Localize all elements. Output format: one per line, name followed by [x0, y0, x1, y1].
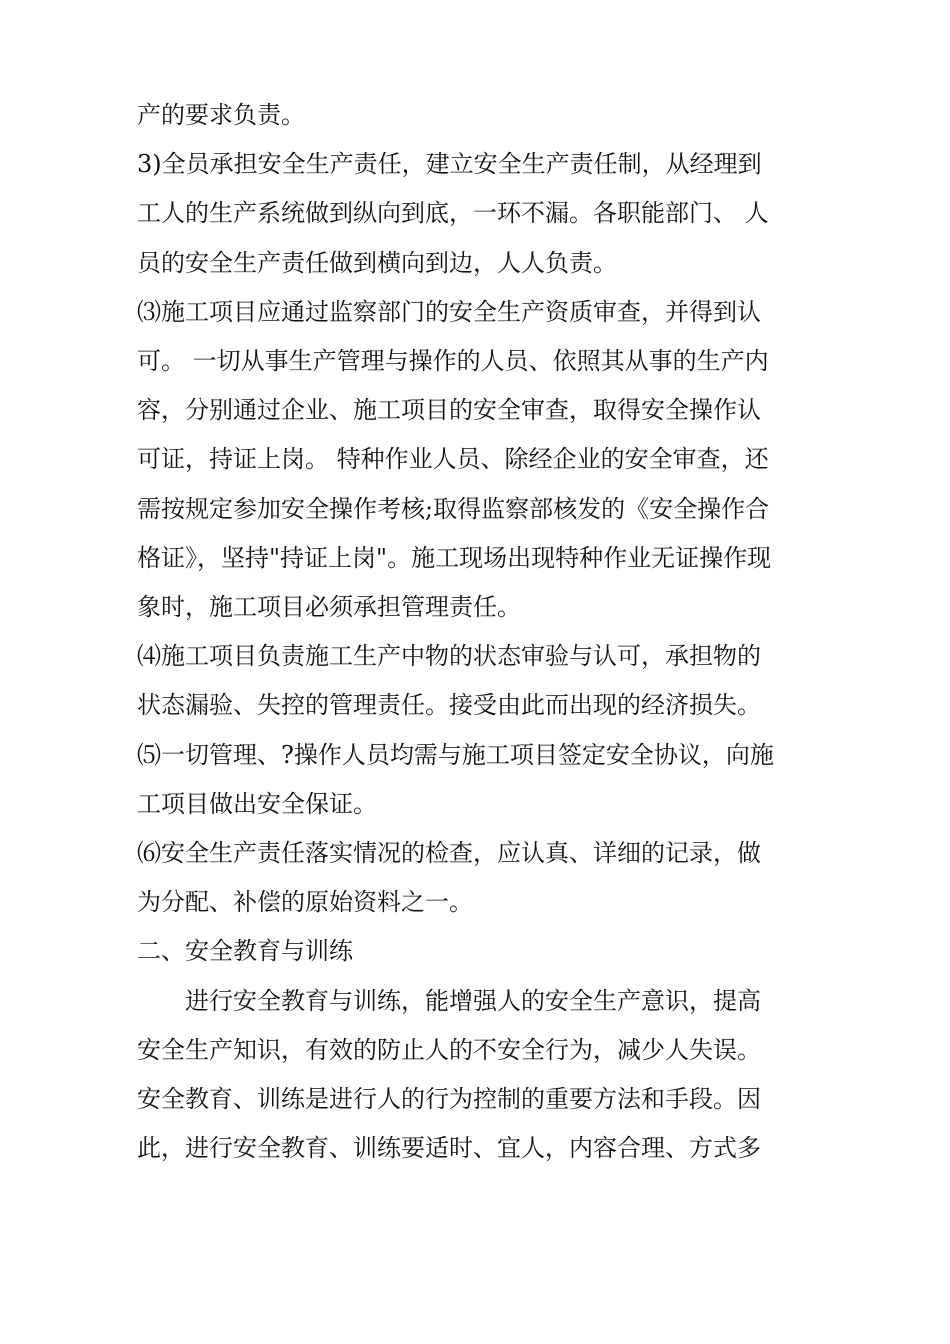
text-line: 员的安全生产责任做到横向到边，人人负责。 — [137, 248, 617, 277]
text-line: 象时，施工项目必须承担管理责任。 — [137, 593, 521, 622]
text-line: 为分配、补偿的原始资料之一。 — [137, 888, 473, 917]
text-line: 可证，持证上岗。 特种作业人员、除经企业的安全审查，还 — [137, 445, 769, 474]
text-line: 3)全员承担安全生产责任，建立安全生产责任制，从经理到 — [137, 150, 762, 179]
text-line: 此，进行安全教育、训练要适时、宜人，内容合理、方式多 — [137, 1134, 761, 1163]
text-line: ⑹安全生产责任落实情况的检查，应认真、详细的记录，做 — [137, 839, 761, 868]
text-line: 安全教育、训练是进行人的行为控制的重要方法和手段。因 — [137, 1085, 761, 1114]
text-line: ⑶施工项目应通过监察部门的安全生产资质审查，并得到认 — [137, 297, 761, 326]
text-line: 状态漏验、失控的管理责任。接受由此而出现的经济损失。 — [137, 691, 761, 720]
text-line: 进行安全教育与训练，能增强人的安全生产意识，提高 — [185, 986, 761, 1015]
text-line: 需按规定参加安全操作考核;取得监察部核发的《安全操作合 — [137, 494, 770, 523]
text-line: ⑷施工项目负责施工生产中物的状态审验与认可，承担物的 — [137, 642, 761, 671]
text-line: 工项目做出安全保证。 — [137, 789, 377, 818]
text-line: ⑸一切管理、?操作人员均需与施工项目签定安全协议，向施 — [137, 740, 774, 769]
document-body — [137, 91, 817, 1173]
text-line: 工人的生产系统做到纵向到底，一环不漏。各职能部门、 人 — [137, 199, 769, 228]
text-line: 格证》，坚持"持证上岗"。施工现场出现特种作业无证操作现 — [137, 543, 772, 572]
text-line: 可。 一切从事生产管理与操作的人员、依照其从事的生产内 — [137, 347, 769, 376]
text-line: 安全生产知识，有效的防止人的不安全行为，减少人失误。 — [137, 1035, 761, 1064]
section-heading: 二、安全教育与训练 — [137, 937, 353, 966]
text-line: 容，分别通过企业、施工项目的安全审查，取得安全操作认 — [137, 396, 761, 425]
text-line: 产的要求负责。 — [137, 101, 305, 129]
